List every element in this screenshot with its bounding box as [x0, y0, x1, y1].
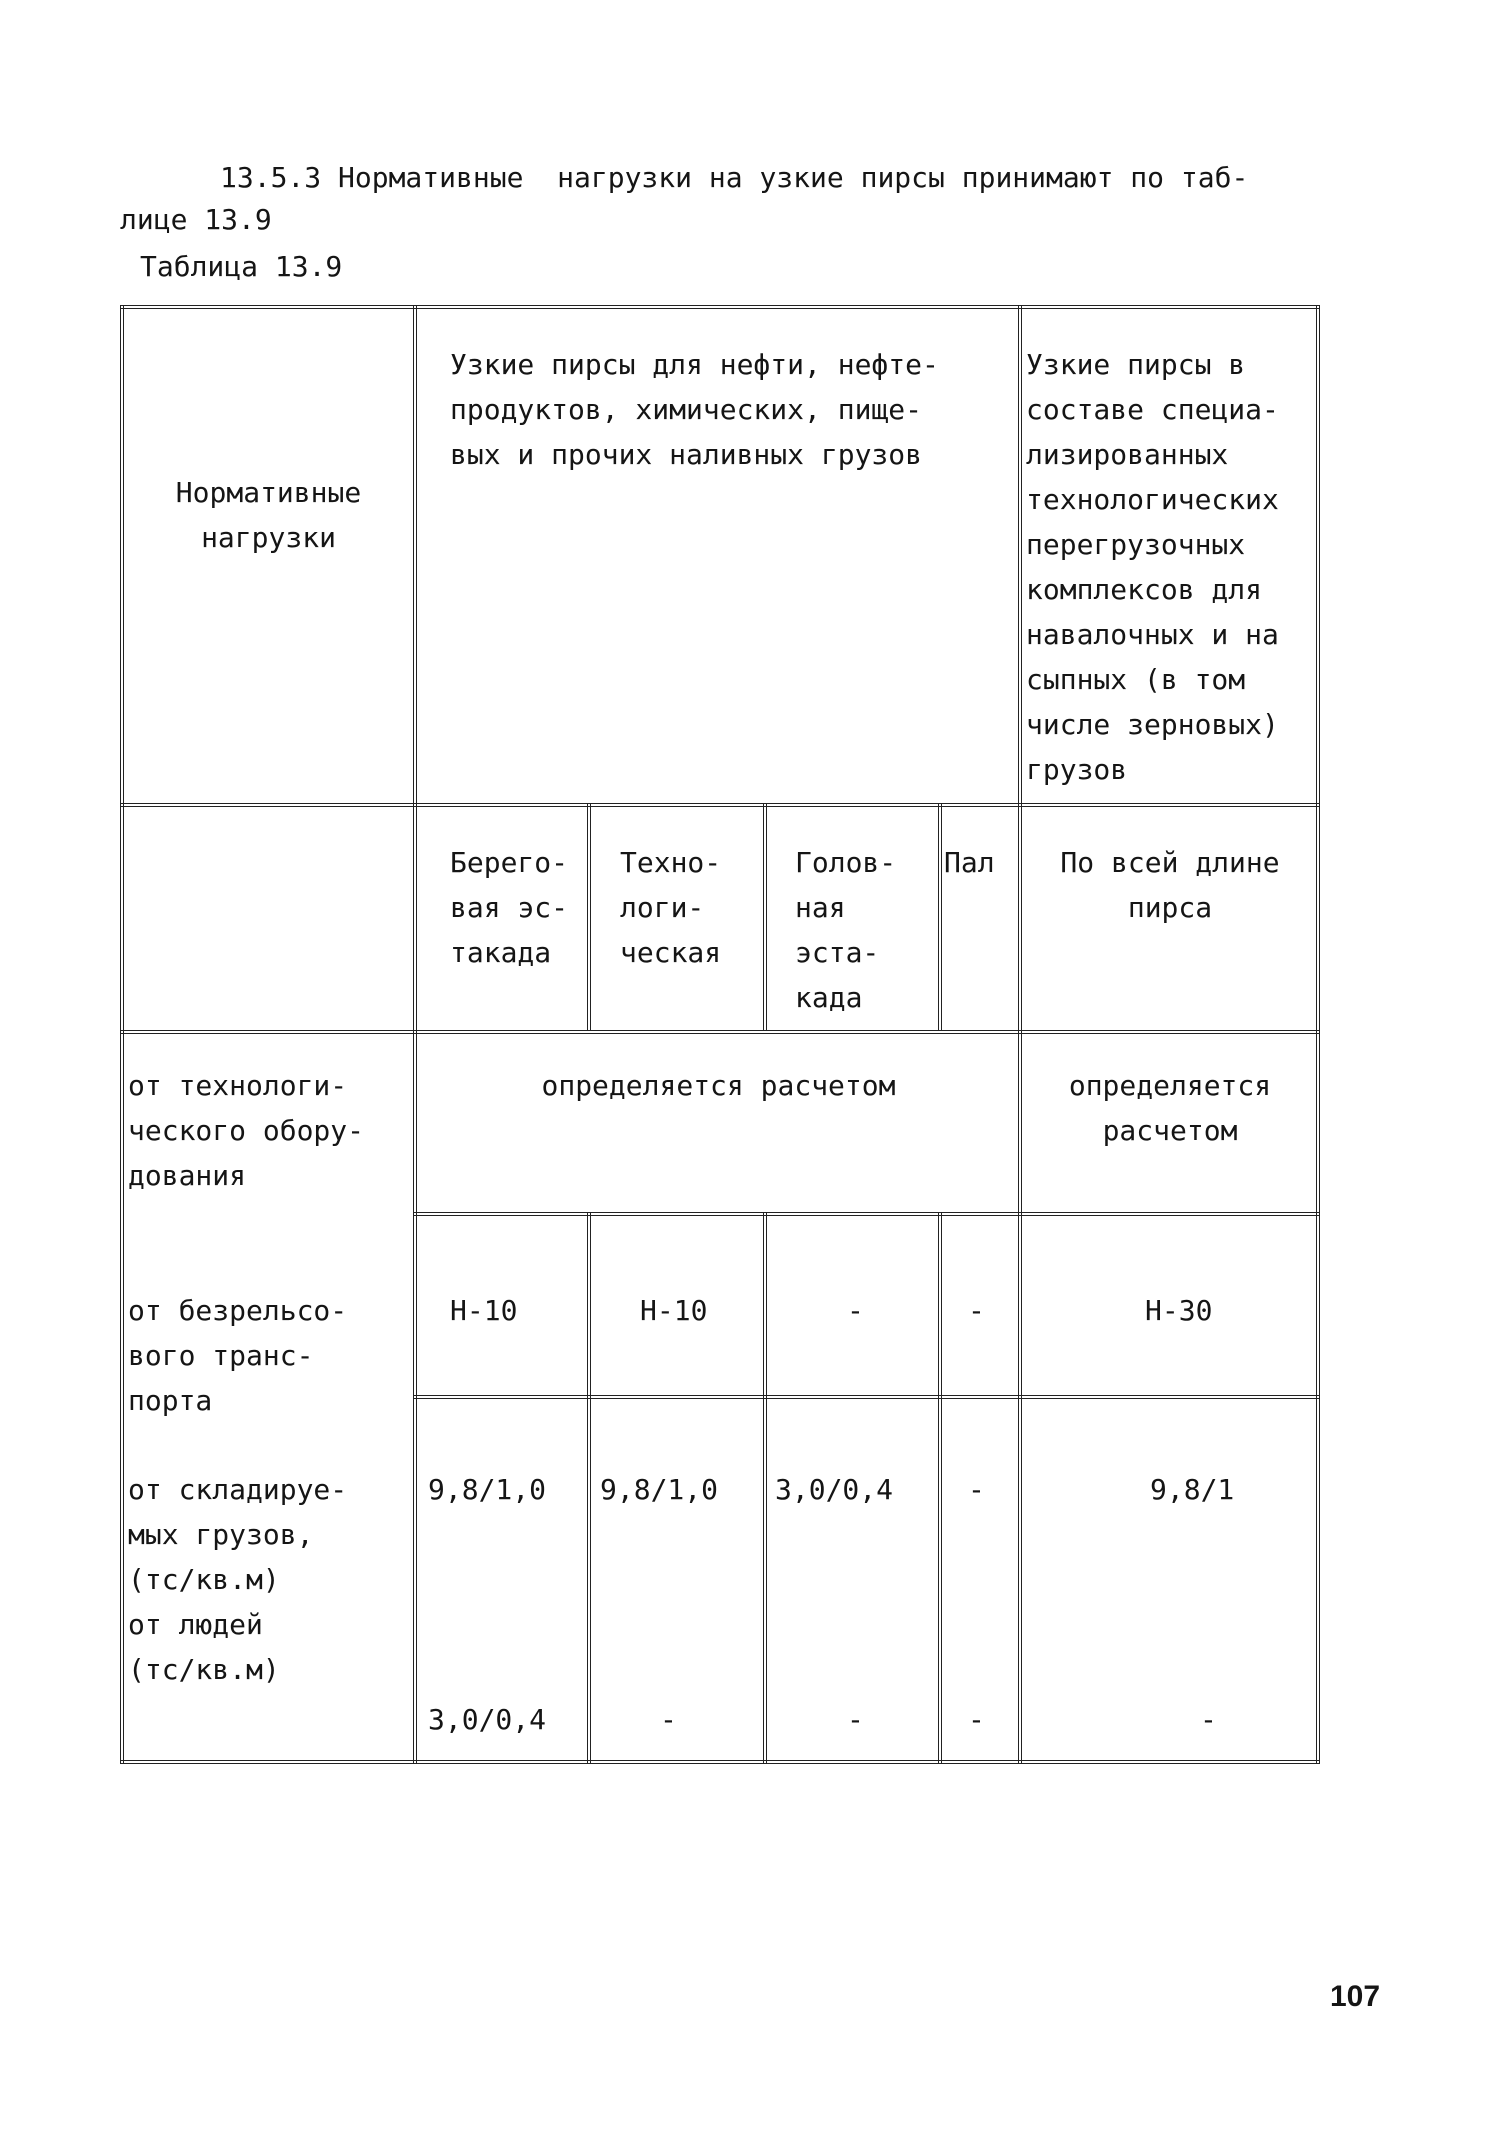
transport-head-value: - — [847, 1294, 864, 1327]
subheader-technological: Техно- логи- ческая — [620, 846, 722, 969]
cargo-shore-value: 9,8/1,0 — [428, 1473, 547, 1506]
equipment-bulk-value: определяется расчетом — [1068, 1069, 1272, 1147]
cargo-tech-value: 9,8/1,0 — [600, 1473, 719, 1506]
header-bulk-piers: Узкие пирсы в составе специа- лизированных технологических перегрузочных комплексов для навалочных и на сыпных (в том числе зерновых) грузов — [1026, 348, 1279, 786]
subheader-pal: Пал — [944, 846, 995, 879]
transport-tech-value: Н-10 — [640, 1294, 708, 1327]
row-label-cargo: от складируе- мых грузов, (тс/кв.м) — [128, 1473, 348, 1596]
equipment-oil-value: определяется расчетом — [541, 1069, 896, 1102]
row-label-people: от людей (тс/кв.м) — [128, 1608, 280, 1686]
people-full-value: - — [1200, 1703, 1217, 1736]
subheader-shore-trestle: Берего- вая эс- такада — [450, 846, 569, 969]
subheader-full-length: По всей длине пирса — [1060, 846, 1280, 924]
header-normative-loads: Нормативные нагрузки — [175, 476, 362, 554]
transport-pal-value: - — [968, 1294, 985, 1327]
cargo-full-value: 9,8/1 — [1150, 1473, 1235, 1506]
page-number: 107 — [1330, 1980, 1381, 2013]
subheader-head-trestle: Голов- ная эста- када — [795, 846, 897, 1014]
people-pal-value: - — [968, 1703, 985, 1736]
loads-table — [120, 305, 1320, 1762]
transport-shore-value: Н-10 — [450, 1294, 518, 1327]
cargo-pal-value: - — [968, 1473, 985, 1506]
cargo-head-value: 3,0/0,4 — [775, 1473, 894, 1506]
table-caption: Таблица 13.9 — [140, 250, 343, 283]
people-tech-value: - — [660, 1703, 677, 1736]
row-label-equipment: от технологи- ческого обору- дования — [128, 1069, 365, 1192]
transport-full-value: Н-30 — [1145, 1294, 1213, 1327]
intro-paragraph-line-2: лице 13.9 — [120, 203, 272, 236]
intro-paragraph-line-1: 13.5.3 Нормативные нагрузки на узкие пирсы принимают по таб- — [220, 161, 1249, 194]
people-shore-value: 3,0/0,4 — [428, 1703, 547, 1736]
row-label-transport: от безрельсо- вого транс- порта — [128, 1294, 348, 1417]
people-head-value: - — [847, 1703, 864, 1736]
header-oil-piers: Узкие пирсы для нефти, нефте- продуктов, химических, пище- вых и прочих наливных грузов — [450, 348, 939, 471]
